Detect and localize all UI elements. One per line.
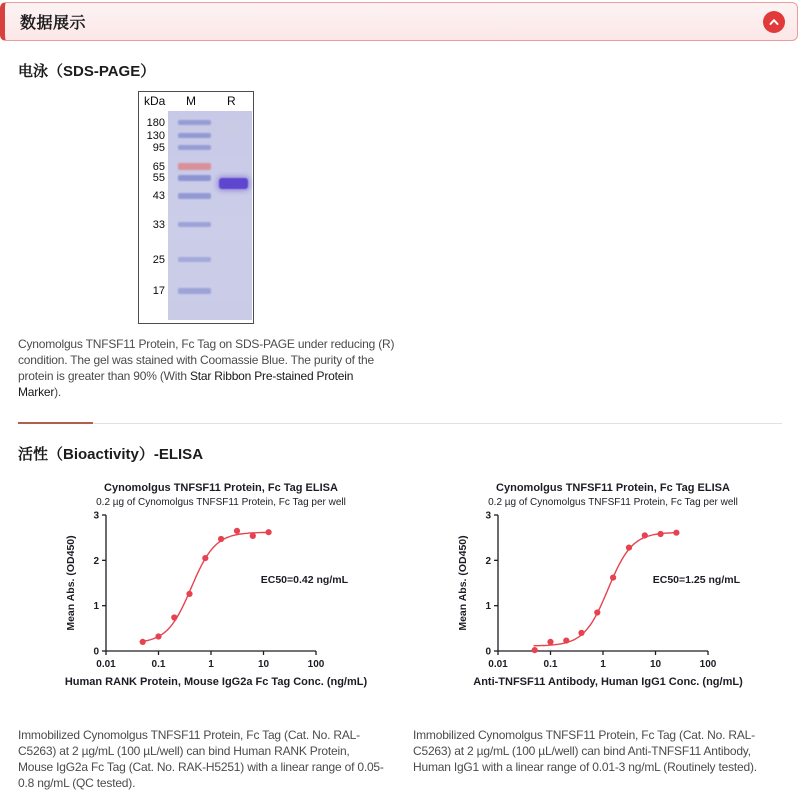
elisa-chart-antibody-binding bbox=[410, 479, 784, 693]
data-point bbox=[578, 630, 584, 636]
gel-kda-label: 130 bbox=[146, 129, 165, 142]
gel-kda-label: 55 bbox=[152, 172, 165, 184]
y-tick-label: 0 bbox=[93, 646, 99, 658]
x-tick-label: 100 bbox=[699, 659, 717, 670]
gel-marker-band bbox=[178, 175, 211, 181]
y-tick-label: 0 bbox=[485, 646, 491, 658]
y-tick-label: 3 bbox=[485, 510, 491, 522]
elisa-captions-row bbox=[18, 727, 782, 801]
fit-curve bbox=[142, 532, 270, 641]
x-tick-label: 0.1 bbox=[151, 659, 166, 670]
sds-page-caption bbox=[18, 336, 396, 400]
data-point bbox=[202, 555, 208, 561]
gel-sample-band bbox=[219, 178, 248, 189]
gel-kda-label: 25 bbox=[152, 253, 165, 266]
sds-page-gel-figure bbox=[138, 91, 782, 324]
x-tick-label: 100 bbox=[307, 659, 325, 670]
gel-header-lane-r: R bbox=[227, 94, 236, 108]
data-point bbox=[532, 647, 538, 653]
y-tick-label: 2 bbox=[485, 555, 491, 567]
gel-kda-label: 43 bbox=[152, 190, 165, 202]
data-point bbox=[563, 638, 569, 644]
divider-accent bbox=[18, 422, 93, 424]
sds-page-section-title: 电泳（SDS-PAGE） bbox=[18, 63, 156, 80]
divider-line bbox=[18, 423, 782, 424]
data-point bbox=[234, 528, 240, 534]
section-divider bbox=[18, 422, 782, 424]
gel-kda-label: 95 bbox=[152, 141, 165, 154]
x-tick-label: 1 bbox=[600, 659, 606, 670]
data-point bbox=[610, 575, 616, 581]
data-point bbox=[250, 533, 256, 539]
data-point bbox=[266, 529, 272, 535]
chart-subtitle: 0.2 µg of Cynomolgus TNFSF11 Protein, Fc Tag per well bbox=[488, 497, 738, 508]
gel-kda-label: 17 bbox=[152, 285, 165, 297]
gel-header-lane-m: M bbox=[186, 94, 196, 108]
gel-marker-band bbox=[178, 193, 211, 199]
data-point bbox=[658, 531, 664, 537]
y-tick-label: 1 bbox=[485, 601, 491, 613]
gel-kda-label: 65 bbox=[152, 160, 165, 173]
section-header-bar[interactable] bbox=[0, 2, 798, 41]
x-axis-label: Human RANK Protein, Mouse IgG2a Fc Tag Conc. (ng/mL) bbox=[64, 676, 368, 688]
elisa-caption-left: Immobilized Cynomolgus TNFSF11 Protein, Fc Tag (Cat. No. RAL-C5263) at 2 µg/mL (100 µL/well) can bind Human RANK Protein, Mouse IgG2a Fc Tag (Cat. No. RAK-H5251) with a linear range of 0.05-0.8 ng/mL (QC tested). bbox=[18, 728, 384, 790]
data-point bbox=[594, 609, 600, 615]
x-tick-label: 10 bbox=[649, 659, 662, 670]
data-point bbox=[673, 530, 679, 536]
y-tick-label: 3 bbox=[93, 510, 99, 522]
ec50-annotation: EC50=0.42 ng/mL bbox=[260, 574, 348, 586]
data-point bbox=[155, 633, 161, 639]
x-tick-label: 10 bbox=[257, 659, 270, 670]
elisa-caption-right: Immobilized Cynomolgus TNFSF11 Protein, Fc Tag (Cat. No. RAL-C5263) at 2 µg/mL (100 µL/well) can bind Anti-TNFSF11 Antibody, Human IgG1 with a linear range of 0.01-3 ng/mL (Routinely tested). bbox=[413, 728, 757, 774]
x-tick-label: 0.01 bbox=[96, 659, 116, 670]
data-point bbox=[626, 545, 632, 551]
content-area bbox=[0, 62, 800, 801]
gel-marker-band bbox=[178, 288, 211, 294]
y-axis-label: Mean Abs. (OD450) bbox=[457, 535, 469, 631]
data-point bbox=[218, 536, 224, 542]
x-tick-label: 0.01 bbox=[488, 659, 508, 670]
gel-marker-band bbox=[178, 133, 211, 138]
gel-marker-band bbox=[178, 120, 211, 125]
gel-image bbox=[138, 91, 254, 324]
data-point bbox=[547, 639, 553, 645]
elisa-chart-rank-binding bbox=[18, 479, 392, 693]
data-point bbox=[642, 532, 648, 538]
collapse-button[interactable] bbox=[763, 11, 785, 33]
gel-marker-band bbox=[178, 163, 211, 170]
gel-marker-band bbox=[178, 257, 211, 262]
ec50-annotation: EC50=1.25 ng/mL bbox=[652, 574, 740, 586]
data-point bbox=[140, 639, 146, 645]
bioactivity-section-title: 活性（Bioactivity）-ELISA bbox=[18, 446, 204, 463]
x-tick-label: 1 bbox=[208, 659, 214, 670]
gel-marker-band bbox=[178, 145, 211, 150]
page-title: 数据展示 bbox=[20, 15, 87, 32]
gel-header-kda: kDa bbox=[144, 94, 166, 108]
chart-title: Cynomolgus TNFSF11 Protein, Fc Tag ELISA bbox=[496, 482, 730, 494]
gel-kda-label: 180 bbox=[146, 116, 165, 129]
y-tick-label: 2 bbox=[93, 555, 99, 567]
gel-marker-band bbox=[178, 222, 211, 227]
data-point bbox=[171, 614, 177, 620]
caption-text: Cynomolgus TNFSF11 Protein, Fc Tag on SDS-PAGE under reducing (R) condition. The gel was stained with Coomassie Blue. The purity of the protein is greater than 90% (With bbox=[18, 337, 395, 383]
caption-text-end: ). bbox=[54, 385, 62, 399]
x-tick-label: 0.1 bbox=[543, 659, 558, 670]
fit-curve bbox=[534, 533, 678, 646]
marker-product-name: Star Ribbon Pre-stained Protein Marker bbox=[18, 369, 354, 399]
y-axis-label: Mean Abs. (OD450) bbox=[65, 535, 77, 631]
gel-kda-label: 33 bbox=[152, 218, 165, 231]
chart-subtitle: 0.2 µg of Cynomolgus TNFSF11 Protein, Fc Tag per well bbox=[96, 497, 346, 508]
y-tick-label: 1 bbox=[93, 601, 99, 613]
data-point bbox=[186, 591, 192, 597]
x-axis-label: Anti-TNFSF11 Antibody, Human IgG1 Conc. (ng/mL) bbox=[473, 676, 743, 688]
chart-title: Cynomolgus TNFSF11 Protein, Fc Tag ELISA bbox=[104, 482, 338, 494]
chevron-up-icon bbox=[767, 15, 781, 29]
elisa-charts-row bbox=[18, 479, 782, 693]
